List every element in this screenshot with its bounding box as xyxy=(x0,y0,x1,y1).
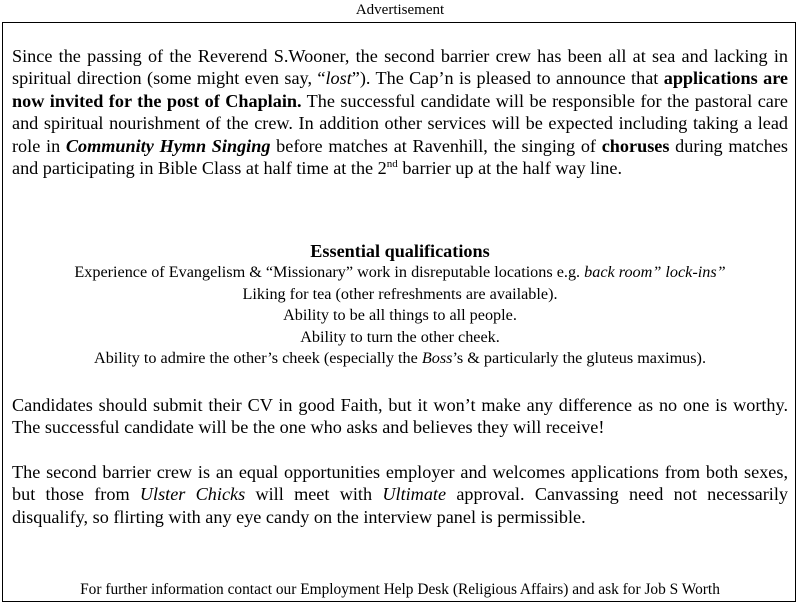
qualification-item: Ability to be all things to all people. xyxy=(283,306,517,325)
qualifications-section xyxy=(0,240,800,370)
intro-text-2: ”). The Cap’n is pleased to announce that xyxy=(351,68,664,89)
intro-text-4: before matches at Ravenhill, the singing of xyxy=(270,135,602,156)
boss-emphasis: Boss xyxy=(421,349,453,368)
ordinal-superscript: nd xyxy=(386,157,398,170)
ultimate-emphasis: Ultimate xyxy=(382,484,447,505)
lock-ins-emphasis: back room” lock-ins” xyxy=(584,263,726,281)
qualification-item: Ability to turn the other cheek. xyxy=(300,327,500,346)
cv-paragraph: Candidates should submit their CV in good Faith, but it won’t make any difference as no one is worthy. The successful candidate will be the one who asks and believes they will receive! xyxy=(12,395,788,438)
intro-text-1: Since the passing of the Reverend S.Wooner, the second barrier crew has been all at sea and lacking in spiritual direction (some might even say, “ xyxy=(12,46,788,89)
ulster-chicks-emphasis: Ulster Chicks xyxy=(139,484,246,505)
intro-text-6: barrier up at the half way line. xyxy=(397,158,622,179)
equal-opportunities-paragraph: The second barrier crew is an equal opportunities employer and welcomes applications from both sexes, but those from Ulster Chicks will meet with Ultimate approval. Canvassing need not necessarily disqualify, so flirting with any eye candy on the interview panel is permissible. xyxy=(12,462,788,527)
qualification-item: Ability to admire the other’s cheek (especially the Boss’s & particularly the gluteus maximus). xyxy=(94,349,706,368)
qualification-item: Liking for tea (other refreshments are available). xyxy=(242,284,558,303)
hymn-singing-emphasis: Community Hymn Singing xyxy=(65,135,271,156)
advertisement-label: Advertisement xyxy=(355,2,445,18)
intro-text-5: during matches and participating in Bible Class at half time at the 2 xyxy=(12,135,788,179)
applications-emphasis: applications are now invited for the post of Chaplain. xyxy=(12,68,789,111)
qualification-item: Experience of Evangelism & “Missionary” work in disreputable locations e.g. back room” lock-ins” xyxy=(74,263,726,281)
intro-text-3: The successful candidate will be responsible for the pastoral care and spiritual nourishment of the crew. In addition other services will be expected including taking a lead role in xyxy=(12,90,788,156)
choruses-emphasis: choruses xyxy=(601,135,670,156)
lost-emphasis: lost xyxy=(325,68,352,89)
intro-paragraph xyxy=(12,45,788,179)
qualifications-heading: Essential qualifications xyxy=(310,241,490,261)
contact-footer: For further information contact our Employment Help Desk (Religious Affairs) and ask for Job S Worth xyxy=(80,581,720,598)
